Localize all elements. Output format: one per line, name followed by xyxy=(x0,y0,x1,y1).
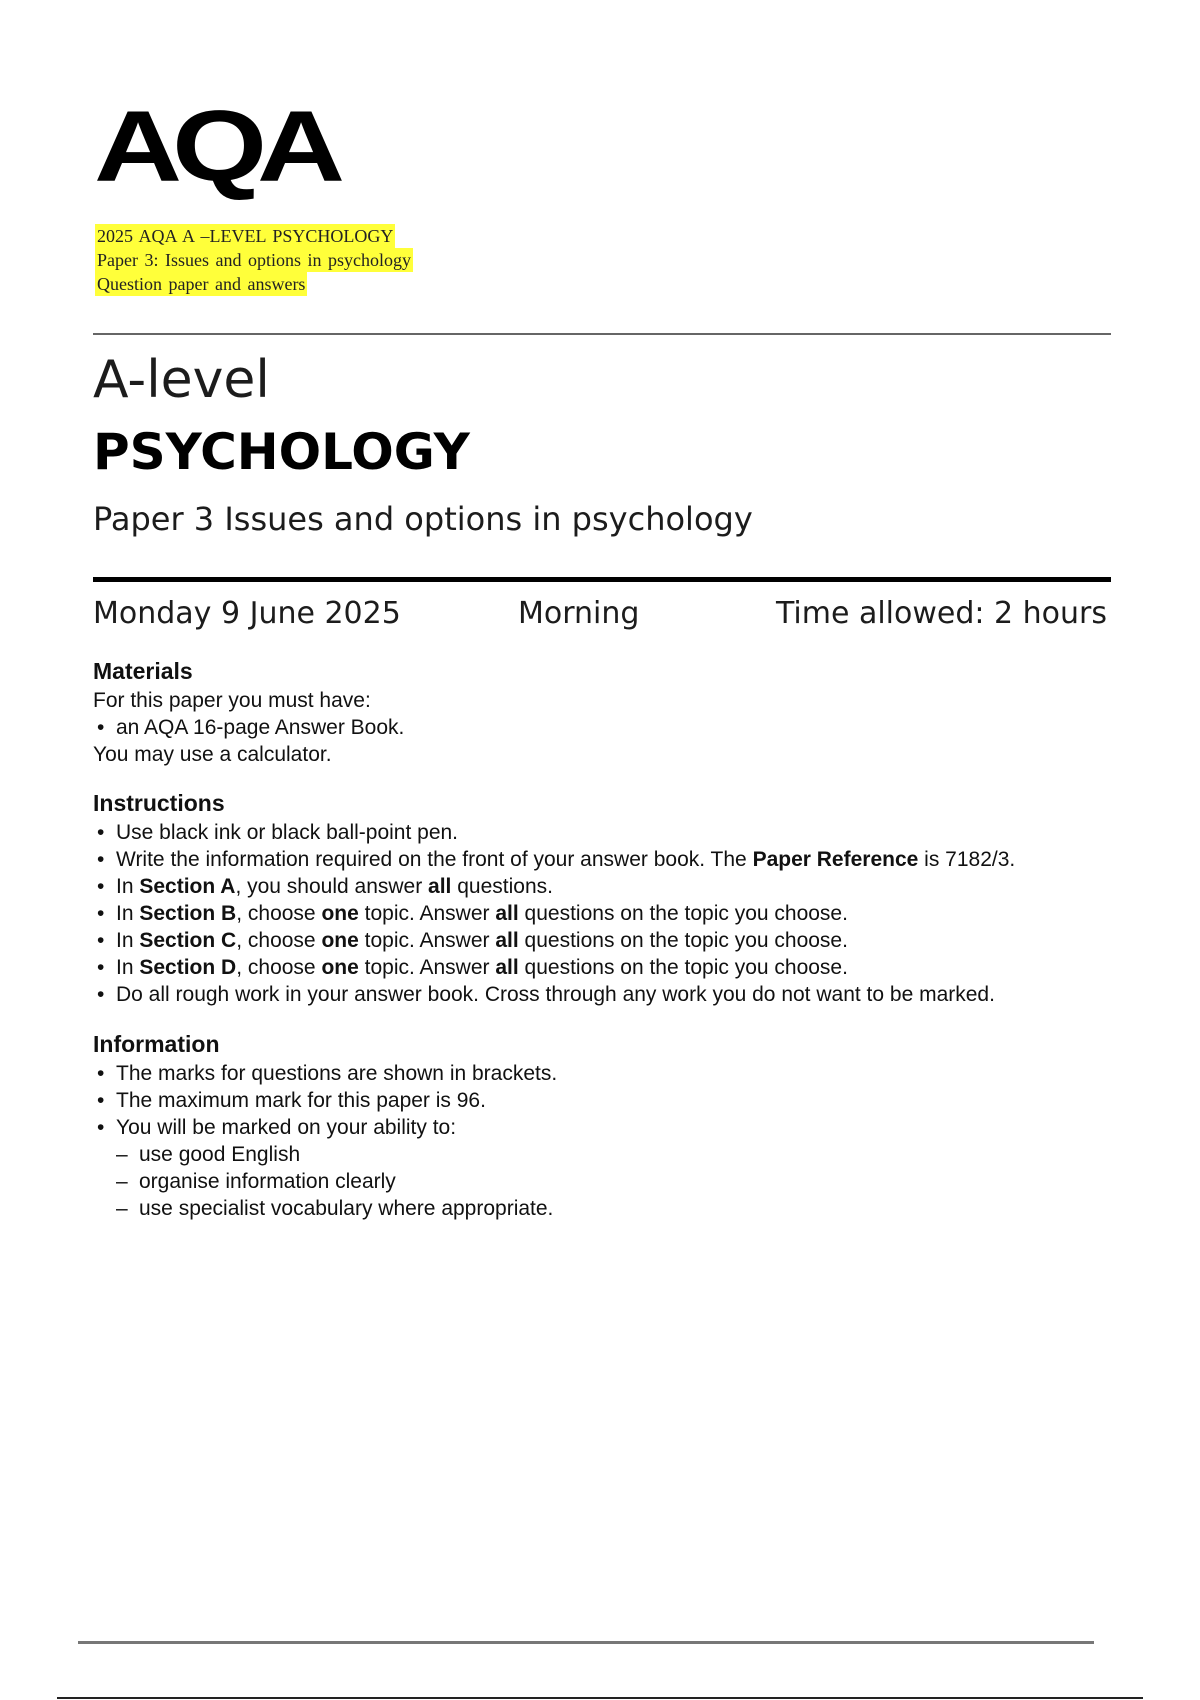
instruction-emphasis: Section B xyxy=(139,902,237,925)
instruction-text: questions on the topic you choose. xyxy=(518,929,848,952)
highlight-line: Question paper and answers xyxy=(97,274,306,294)
materials-list xyxy=(93,714,404,741)
instruction-text: questions on the topic you choose. xyxy=(518,956,848,979)
instruction-text: questions on the topic you choose. xyxy=(518,902,848,925)
instruction-text: In xyxy=(116,956,140,979)
instruction-text: In xyxy=(116,875,140,898)
exam-date: Monday 9 June 2025 xyxy=(93,596,401,631)
information-item: • You will be marked on your ability to: xyxy=(93,1114,557,1141)
ability-item: – organise information clearly xyxy=(116,1168,557,1195)
instruction-emphasis: all xyxy=(428,875,452,898)
ability-item: – use specialist vocabulary where appropriate. xyxy=(116,1195,557,1222)
ability-sublist xyxy=(93,1141,557,1222)
instruction-emphasis: all xyxy=(495,902,519,925)
instruction-emphasis: one xyxy=(321,956,359,979)
information-list xyxy=(93,1060,557,1141)
instruction-text: topic. Answer xyxy=(358,956,496,979)
instruction-emphasis: one xyxy=(321,929,359,952)
aqa-logo: AQA xyxy=(94,90,336,202)
materials-note: You may use a calculator. xyxy=(93,743,332,766)
title-divider xyxy=(93,577,1111,582)
instruction-item xyxy=(93,954,1015,981)
qualification-level: A-level xyxy=(93,350,270,410)
information-item: • The marks for questions are shown in brackets. xyxy=(93,1060,557,1087)
instruction-text: Do all rough work in your answer book. Cross through any work you do not want to be marked. xyxy=(116,983,995,1006)
instruction-item xyxy=(93,927,1015,954)
materials-item: • an AQA 16-page Answer Book. xyxy=(93,714,404,741)
ability-item: – use good English xyxy=(116,1141,557,1168)
highlighted-header-note xyxy=(95,224,413,296)
page-bottom-edge xyxy=(57,1697,1143,1699)
instruction-text: , choose xyxy=(236,929,322,952)
instruction-text: , choose xyxy=(236,956,322,979)
instruction-emphasis: all xyxy=(495,929,519,952)
instruction-text: topic. Answer xyxy=(358,902,496,925)
instruction-item xyxy=(93,819,1015,846)
instruction-text: questions. xyxy=(451,875,553,898)
information-heading: Information xyxy=(93,1031,220,1057)
instructions-heading: Instructions xyxy=(93,790,225,816)
materials-heading: Materials xyxy=(93,658,193,684)
materials-section xyxy=(93,687,404,768)
subject-title: PSYCHOLOGY xyxy=(93,423,470,481)
instruction-emphasis: all xyxy=(495,956,519,979)
exam-session: Morning xyxy=(518,596,640,631)
instruction-emphasis: Section C xyxy=(139,929,237,952)
instruction-text: topic. Answer xyxy=(358,929,496,952)
instructions-section xyxy=(93,819,1015,1008)
instruction-emphasis: Section D xyxy=(139,956,237,979)
instruction-item xyxy=(93,981,1015,1008)
time-allowed: Time allowed: 2 hours xyxy=(775,596,1107,631)
instruction-emphasis: Section A xyxy=(139,875,236,898)
instruction-emphasis: Paper Reference xyxy=(752,848,919,871)
instruction-text: , choose xyxy=(236,902,322,925)
instruction-emphasis: one xyxy=(321,902,359,925)
instruction-text: , you should answer xyxy=(235,875,429,898)
instructions-list xyxy=(93,819,1015,1008)
instruction-item xyxy=(93,873,1015,900)
footer-divider xyxy=(78,1641,1094,1644)
materials-intro: For this paper you must have: xyxy=(93,689,371,712)
information-item: • The maximum mark for this paper is 96. xyxy=(93,1087,557,1114)
instruction-text: In xyxy=(116,902,140,925)
highlight-line: 2025 AQA A –LEVEL PSYCHOLOGY xyxy=(97,226,394,246)
instruction-text: Write the information required on the front of your answer book. The xyxy=(116,848,753,871)
highlight-line: Paper 3: Issues and options in psychology xyxy=(97,250,411,270)
instruction-text: Use black ink or black ball-point pen. xyxy=(116,821,459,844)
header-divider xyxy=(93,333,1111,335)
instruction-text: is 7182/3. xyxy=(918,848,1016,871)
instruction-item xyxy=(93,900,1015,927)
information-section xyxy=(93,1060,557,1222)
instruction-text: In xyxy=(116,929,140,952)
instruction-item xyxy=(93,846,1015,873)
paper-title: Paper 3 Issues and options in psychology xyxy=(93,500,753,538)
